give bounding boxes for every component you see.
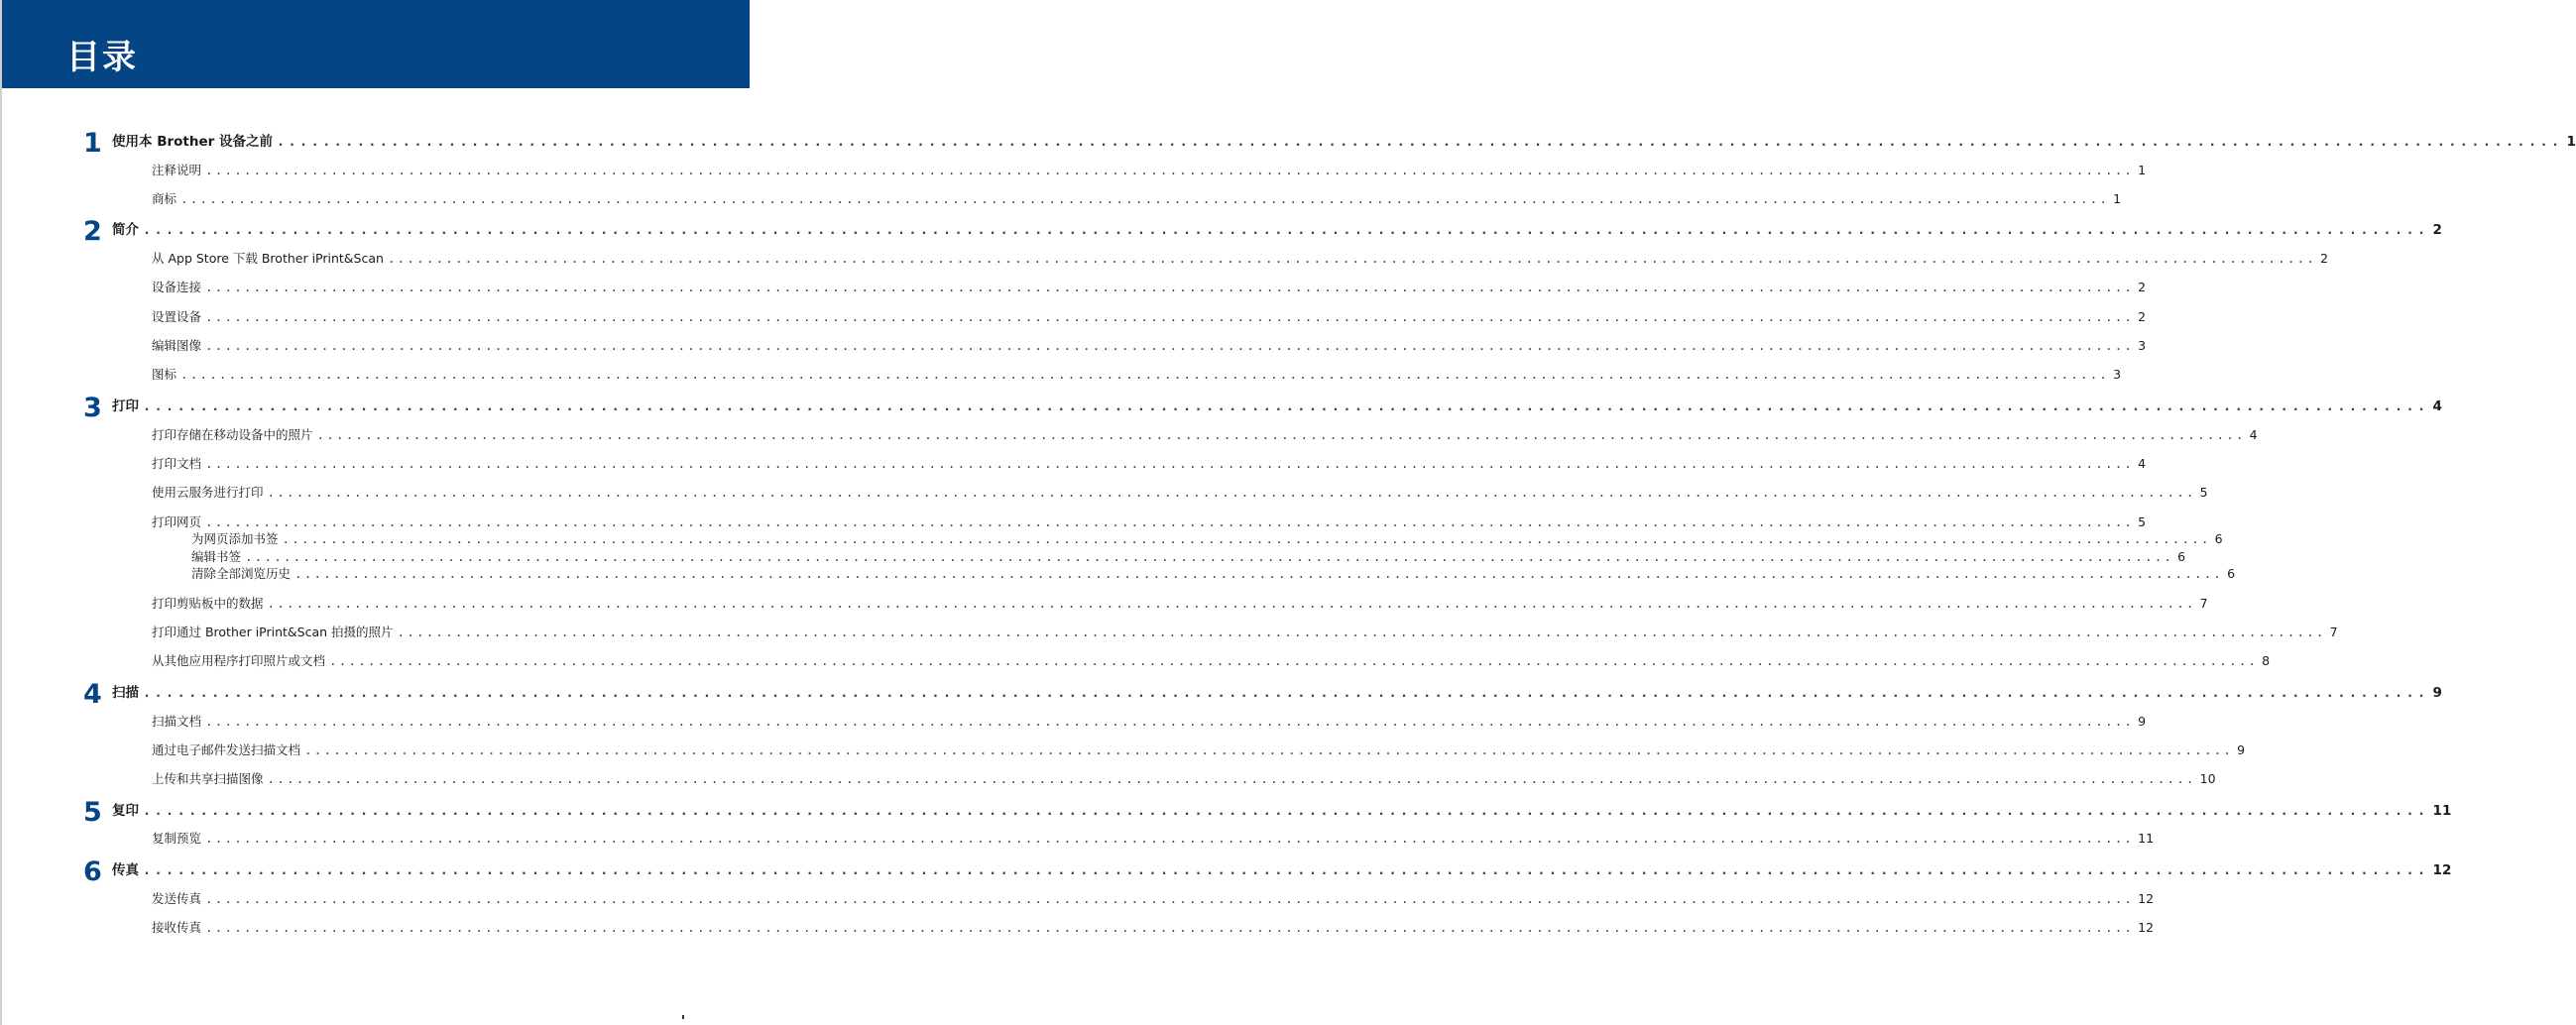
dot-leader: ........................................................................................................................................................................................................ xyxy=(205,309,2135,324)
section-entry-title: 打印文档 xyxy=(152,456,202,471)
dot-leader: ........................................................................................................................................................................................................ xyxy=(143,399,2429,414)
section-entry[interactable] xyxy=(152,307,2147,325)
section-entry-page: 5 xyxy=(2199,485,2208,500)
section-entry-title: 编辑图像 xyxy=(152,338,202,353)
section-entry-title: 图标 xyxy=(152,367,177,382)
section-entry-page: 11 xyxy=(2138,831,2155,846)
dot-leader: ........................................................................................................................................................................................................ xyxy=(205,338,2135,353)
section-entry-title: 设备连接 xyxy=(152,280,202,294)
chapter-entry-title: 简介 xyxy=(112,222,139,238)
chapter-entry-title: 扫描 xyxy=(112,685,139,701)
section-entry-title: 从 App Store 下载 Brother iPrint&Scan xyxy=(152,251,384,266)
dot-leader: ........................................................................................................................................................................................................ xyxy=(304,742,2234,757)
subsection-entry[interactable] xyxy=(191,529,2223,547)
section-entry[interactable] xyxy=(152,278,2147,295)
chapter-entry[interactable] xyxy=(112,799,2452,819)
section-entry[interactable] xyxy=(152,594,2208,612)
section-entry-page: 3 xyxy=(2113,367,2122,382)
section-entry[interactable] xyxy=(152,651,2271,669)
section-entry-page: 7 xyxy=(2329,625,2338,639)
section-entry[interactable] xyxy=(152,483,2208,501)
subsection-entry-title: 为网页添加书签 xyxy=(191,531,279,546)
page-corner-mark xyxy=(682,1015,684,1019)
section-entry-page: 2 xyxy=(2138,309,2147,324)
chapter-entry[interactable] xyxy=(112,218,2442,238)
chapter-number: 1 xyxy=(83,128,102,159)
chapter-entry-page: 9 xyxy=(2432,685,2442,701)
dot-leader: ........................................................................................................................................................................................................ xyxy=(397,625,2326,639)
dot-leader: ........................................................................................................................................................................................................ xyxy=(329,653,2259,668)
section-entry[interactable] xyxy=(152,249,2329,267)
section-entry-page: 4 xyxy=(2249,427,2258,442)
section-entry[interactable] xyxy=(152,889,2155,907)
section-entry[interactable] xyxy=(152,740,2246,758)
chapter-number: 3 xyxy=(83,393,102,423)
section-entry-title: 从其他应用程序打印照片或文档 xyxy=(152,653,326,668)
section-entry-page: 7 xyxy=(2199,596,2208,611)
section-entry[interactable] xyxy=(152,623,2338,640)
section-entry-title: 注释说明 xyxy=(152,163,202,177)
subsection-entry[interactable] xyxy=(191,547,2186,565)
dot-leader: ........................................................................................................................................................................................................ xyxy=(387,251,2317,266)
section-entry[interactable] xyxy=(152,161,2147,178)
section-entry[interactable] xyxy=(152,712,2147,730)
chapter-entry-title: 打印 xyxy=(112,399,139,414)
dot-leader: ........................................................................................................................................................................................................ xyxy=(282,531,2211,546)
chapter-entry-page: 2 xyxy=(2432,222,2442,238)
dot-leader: ........................................................................................................................................................................................................ xyxy=(205,920,2135,935)
dot-leader: ........................................................................................................................................................................................................ xyxy=(205,714,2135,729)
dot-leader: ........................................................................................................................................................................................................ xyxy=(267,485,2196,500)
section-entry[interactable] xyxy=(152,829,2155,847)
chapter-entry-title: 复印 xyxy=(112,803,139,819)
chapter-entry-title: 传真 xyxy=(112,862,139,878)
dot-leader: ........................................................................................................................................................................................................ xyxy=(205,456,2135,471)
dot-leader: ........................................................................................................................................................................................................ xyxy=(267,771,2196,786)
dot-leader: ........................................................................................................................................................................................................ xyxy=(205,891,2135,906)
chapter-entry[interactable] xyxy=(112,681,2442,701)
section-entry-title: 设置设备 xyxy=(152,309,202,324)
section-entry[interactable] xyxy=(152,365,2122,383)
subsection-entry-page: 6 xyxy=(2227,566,2236,581)
dot-leader: ........................................................................................................................................................................................................ xyxy=(143,803,2429,819)
subsection-entry-title: 编辑书签 xyxy=(191,549,242,564)
section-entry-title: 打印通过 Brother iPrint&Scan 拍摄的照片 xyxy=(152,625,394,639)
section-entry-title: 使用云服务进行打印 xyxy=(152,485,264,500)
section-entry[interactable] xyxy=(152,512,2147,530)
section-entry-title: 接收传真 xyxy=(152,920,202,935)
dot-leader: ........................................................................................................................................................................................................ xyxy=(205,163,2135,177)
chapter-entry-title: 使用本 Brother 设备之前 xyxy=(112,134,273,150)
section-entry-page: 4 xyxy=(2138,456,2147,471)
dot-leader: ........................................................................................................................................................................................................ xyxy=(180,367,2110,382)
section-entry-page: 2 xyxy=(2320,251,2329,266)
section-entry-title: 发送传真 xyxy=(152,891,202,906)
chapter-entry-page: 12 xyxy=(2432,862,2452,878)
section-entry-title: 上传和共享扫描图像 xyxy=(152,771,264,786)
dot-leader: ........................................................................................................................................................................................................ xyxy=(205,280,2135,294)
chapter-entry-page: 1 xyxy=(2566,134,2576,150)
section-entry-page: 9 xyxy=(2138,714,2147,729)
section-entry[interactable] xyxy=(152,918,2155,936)
dot-leader: ........................................................................................................................................................................................................ xyxy=(316,427,2246,442)
chapter-number: 6 xyxy=(83,856,102,887)
section-entry-title: 商标 xyxy=(152,191,177,206)
section-entry-page: 1 xyxy=(2138,163,2147,177)
section-entry[interactable] xyxy=(152,425,2258,443)
chapter-entry[interactable] xyxy=(112,858,2452,878)
section-entry[interactable] xyxy=(152,336,2147,354)
section-entry-page: 10 xyxy=(2199,771,2216,786)
section-entry-page: 3 xyxy=(2138,338,2147,353)
section-entry-title: 复制预览 xyxy=(152,831,202,846)
section-entry-title: 打印剪贴板中的数据 xyxy=(152,596,264,611)
section-entry[interactable] xyxy=(152,189,2122,207)
chapter-entry-page: 4 xyxy=(2432,399,2442,414)
chapter-entry[interactable] xyxy=(112,130,2576,150)
section-entry-page: 12 xyxy=(2138,891,2155,906)
dot-leader: ........................................................................................................................................................................................................ xyxy=(294,566,2224,581)
section-entry-page: 2 xyxy=(2138,280,2147,294)
subsection-entry[interactable] xyxy=(191,564,2236,582)
chapter-number: 2 xyxy=(83,216,102,247)
section-entry[interactable] xyxy=(152,454,2147,472)
subsection-entry-page: 6 xyxy=(2214,531,2223,546)
dot-leader: ........................................................................................................................................................................................................ xyxy=(143,862,2429,878)
section-entry-page: 5 xyxy=(2138,514,2147,529)
section-entry-page: 8 xyxy=(2262,653,2271,668)
dot-leader: ........................................................................................................................................................................................................ xyxy=(205,514,2135,529)
section-entry-title: 打印网页 xyxy=(152,514,202,529)
chapter-entry-page: 11 xyxy=(2432,803,2452,819)
subsection-entry-page: 6 xyxy=(2177,549,2186,564)
section-entry-title: 扫描文档 xyxy=(152,714,202,729)
section-entry-page: 9 xyxy=(2237,742,2246,757)
dot-leader: ........................................................................................................................................................................................................ xyxy=(143,222,2429,238)
dot-leader: ........................................................................................................................................................................................................ xyxy=(205,831,2135,846)
dot-leader: ........................................................................................................................................................................................................ xyxy=(180,191,2110,206)
section-entry-title: 通过电子邮件发送扫描文档 xyxy=(152,742,301,757)
subsection-entry-title: 清除全部浏览历史 xyxy=(191,566,292,581)
section-entry-page: 1 xyxy=(2113,191,2122,206)
dot-leader: ........................................................................................................................................................................................................ xyxy=(245,549,2174,564)
section-entry-title: 打印存储在移动设备中的照片 xyxy=(152,427,313,442)
chapter-entry[interactable] xyxy=(112,395,2442,414)
dot-leader: ........................................................................................................................................................................................................ xyxy=(267,596,2196,611)
dot-leader: ........................................................................................................................................................................................................ xyxy=(143,685,2429,701)
chapter-number: 5 xyxy=(83,797,102,828)
chapter-number: 4 xyxy=(83,679,102,710)
section-entry[interactable] xyxy=(152,769,2216,787)
dot-leader: ........................................................................................................................................................................................................ xyxy=(277,134,2563,150)
section-entry-page: 12 xyxy=(2138,920,2155,935)
page-title: 目录 xyxy=(66,38,138,77)
